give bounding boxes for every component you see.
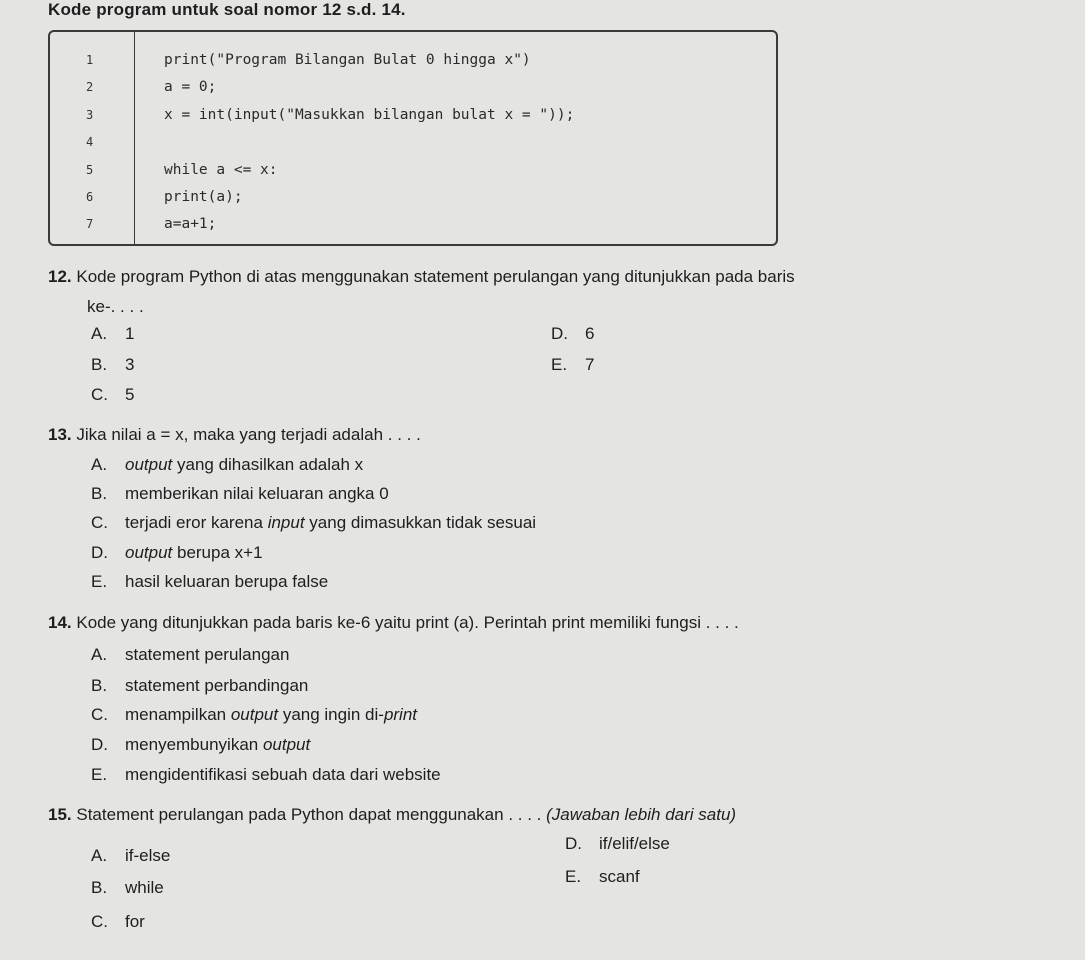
q12-option-a[interactable]: A. 1 [91, 324, 135, 343]
code-listing [48, 30, 778, 246]
question-number: 14. [48, 613, 72, 632]
code-text: print(a); [164, 189, 243, 205]
line-number: 5 [86, 163, 94, 177]
code-line-1 [50, 47, 776, 73]
code-line-3 [50, 102, 776, 128]
code-line-4 [50, 129, 776, 155]
q12-option-e[interactable]: E. 7 [551, 355, 595, 374]
q13-option-c[interactable]: C. terjadi eror karena input yang dimasukkan tidak sesuai [91, 513, 537, 532]
code-line-2 [50, 74, 776, 100]
question-13 [48, 424, 421, 446]
q12-option-d[interactable]: D. 6 [551, 324, 595, 343]
code-line-6 [50, 184, 776, 210]
code-text: a=a+1; [164, 216, 217, 232]
question-12 [48, 266, 795, 288]
q15-option-c[interactable]: C. for [91, 912, 145, 931]
q13-option-b[interactable]: B. memberikan nilai keluaran angka 0 [91, 484, 389, 503]
q12-option-c[interactable]: C. 5 [91, 385, 135, 404]
q14-option-c[interactable]: C. menampilkan output yang ingin di-print [91, 705, 418, 724]
question-number: 13. [48, 425, 72, 444]
code-text: print("Program Bilangan Bulat 0 hingga x") [164, 52, 531, 68]
question-text: Jika nilai a = x, maka yang terjadi adalah . . . . [76, 425, 421, 444]
code-line-7 [50, 211, 776, 237]
line-number: 7 [86, 217, 94, 231]
line-number: 6 [86, 190, 94, 204]
q15-option-e[interactable]: E. scanf [565, 867, 640, 886]
line-number: 4 [86, 135, 94, 149]
line-number: 2 [86, 80, 94, 94]
code-text: while a <= x: [164, 162, 278, 178]
q13-option-a[interactable]: A. output yang dihasilkan adalah x [91, 455, 364, 474]
q15-option-b[interactable]: B. while [91, 878, 164, 897]
code-text: x = int(input("Masukkan bilangan bulat x = ")); [164, 107, 575, 123]
q15-option-d[interactable]: D. if/elif/else [565, 834, 670, 853]
q13-option-d[interactable]: D. output berupa x+1 [91, 543, 263, 562]
question-text: Statement perulangan pada Python dapat menggunakan . . . . [76, 805, 542, 824]
question-number: 12. [48, 267, 72, 286]
code-text: a = 0; [164, 79, 217, 95]
q14-option-e[interactable]: E. mengidentifikasi sebuah data dari website [91, 765, 441, 784]
q15-option-a[interactable]: A. if-else [91, 846, 171, 865]
question-number: 15. [48, 805, 72, 824]
worksheet-header: Kode program untuk soal nomor 12 s.d. 14. [48, 0, 406, 19]
q14-option-b[interactable]: B. statement perbandingan [91, 676, 309, 695]
question-note: (Jawaban lebih dari satu) [546, 805, 737, 824]
q13-option-e[interactable]: E. hasil keluaran berupa false [91, 572, 329, 591]
q12-option-b[interactable]: B. 3 [91, 355, 135, 374]
q14-option-a[interactable]: A. statement perulangan [91, 645, 290, 664]
question-14 [48, 612, 739, 634]
q14-option-d[interactable]: D. menyembunyikan output [91, 735, 311, 754]
question-12-continuation: ke-. . . . [87, 297, 144, 316]
question-text: Kode program Python di atas menggunakan statement perulangan yang ditunjukkan pada baris [76, 267, 795, 286]
question-15 [48, 804, 736, 826]
question-text: Kode yang ditunjukkan pada baris ke-6 yaitu print (a). Perintah print memiliki fungsi . . . . [76, 613, 739, 632]
line-number: 3 [86, 108, 94, 122]
code-line-5 [50, 157, 776, 183]
line-number: 1 [86, 53, 94, 67]
